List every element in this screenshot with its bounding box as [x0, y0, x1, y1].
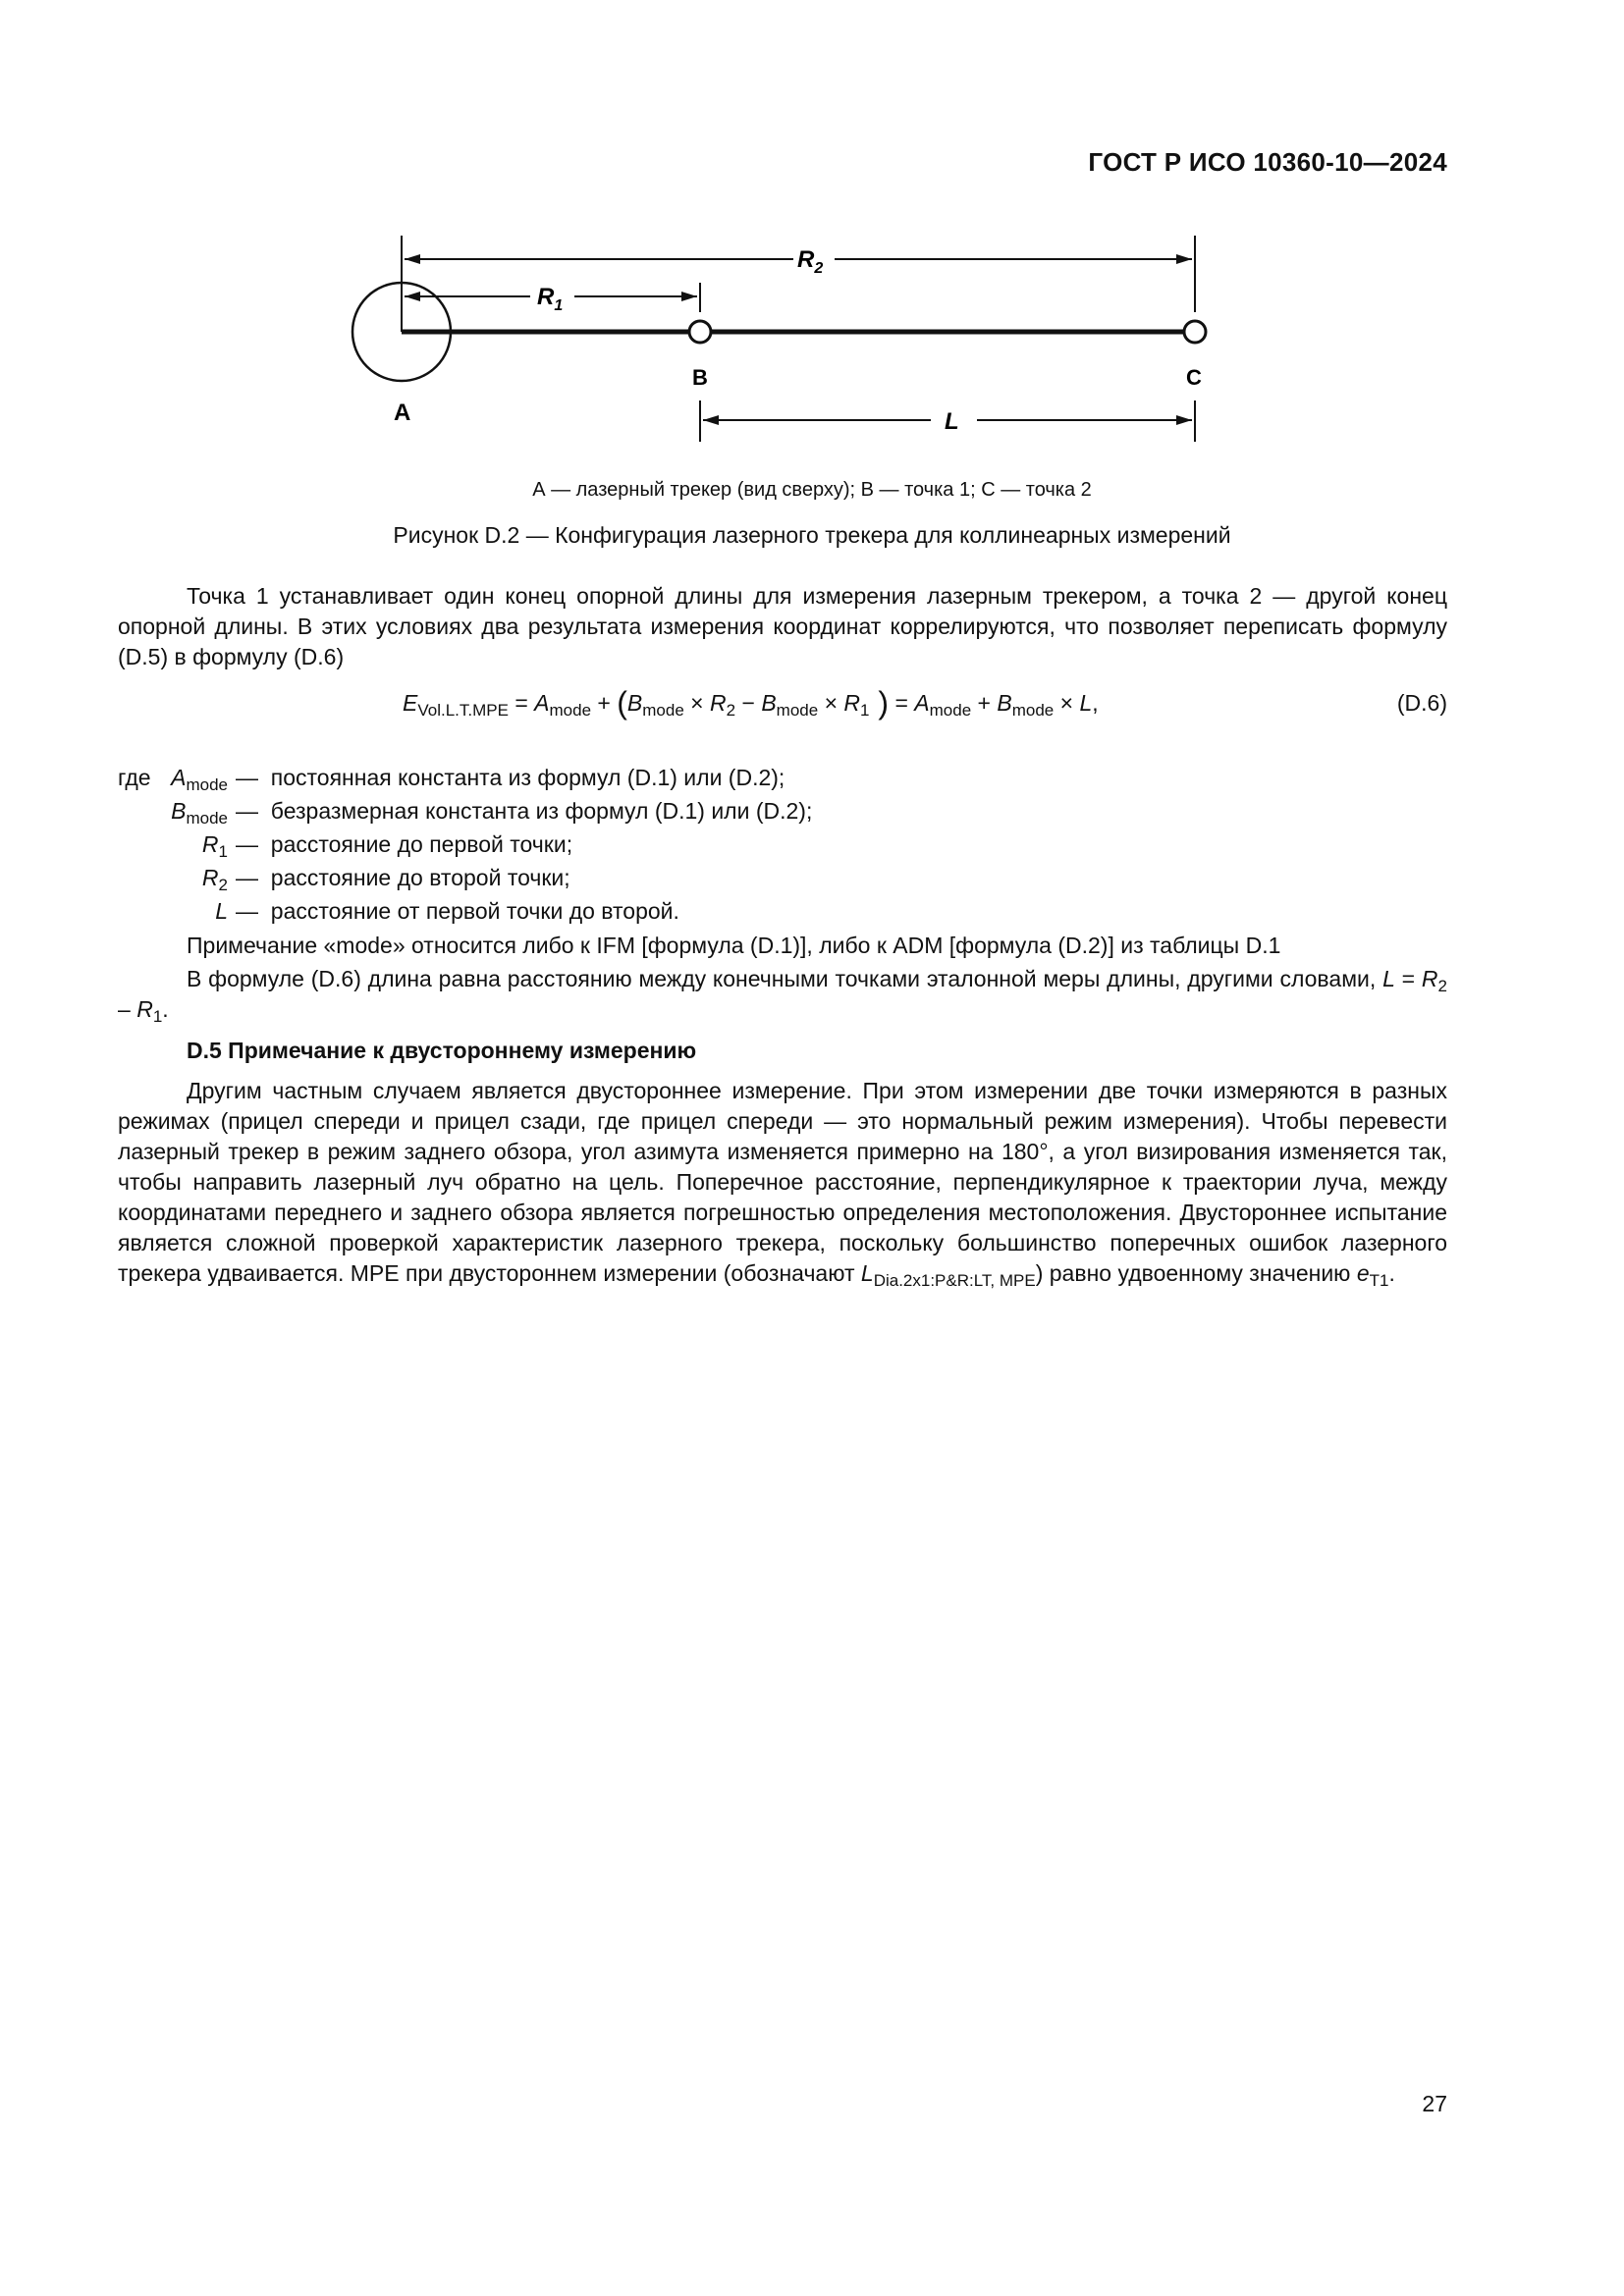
document-id-header: ГОСТ Р ИСО 10360-10—2024 [1088, 147, 1447, 177]
point-c-circle [1184, 321, 1206, 343]
paragraph-two-face: Другим частным случаем является двустороннее измерение. При этом измерении две точки измеряются в разных режимах (прицел спереди и прицел сзади, где прицел спереди — это нормальный режим измерения). Чтобы перевести лазерный трекер в режим заднего обзора, угол азимута изменяется примерно на 180°, а угол визирования изменяется так, чтобы направить лазерный луч обратно на цель. Поперечное расстояние, перпендикулярное к траектории луча, между координатами переднего и заднего обзора является погрешностью определения местоположения. Двустороннее испытание является сложной проверкой характеристик лазерного трекера, поскольку большинство поперечных ошибок лазерного трекера удваивается. MPE при двустороннем измерении (обозначают $L_{Dia.2x1:P\&R:LT, MPE}$) равно удвоенному значению $e_{T1}$. [118, 1078, 1447, 1290]
paragraph-length: В формуле (D.6) длина равна расстоянию между конечными точками эталонной меры длины, другими словами, $L = R_2 - R_1$. [118, 966, 1448, 1026]
page-number: 27 [1422, 2091, 1447, 2116]
laser-tracker-collinear-diagram [0, 0, 1624, 471]
figure-legend: А — лазерный трекер (вид сверху); В — точка 1; С — точка 2 [532, 479, 1092, 501]
label-r2: $R_2$ [797, 246, 824, 277]
point-b-circle [689, 321, 711, 343]
label-b: B [692, 365, 708, 390]
note-mode: Примечание «mode» относится либо к IFM [формула (D.1)], либо к ADM [формула (D.2)] из таблицы D.1 [187, 933, 1281, 958]
paragraph-intro: Точка 1 устанавливает один конец опорной длины для измерения лазерным трекером, а точка 2 — другой конец опорной длины. В этих условиях два результата измерения координат коррелируются, что позволяет переписать формулу (D.5) в формулу (D.6) [118, 583, 1447, 669]
definition-l: L — расстояние от первой точки до второй. [215, 898, 679, 924]
label-r1: $R_1$ [537, 284, 564, 314]
label-a: A [394, 400, 411, 426]
definition-r1: $R_1$ — расстояние до первой точки; [201, 831, 573, 861]
section-heading-d5: D.5 Примечание к двустороннему измерению [187, 1038, 697, 1063]
figure-caption: Рисунок D.2 — Конфигурация лазерного трекера для коллинеарных измерений [393, 522, 1231, 548]
formula-number: (D.6) [1396, 690, 1447, 716]
definitions-list [118, 761, 812, 928]
label-l: L [945, 408, 959, 435]
definition-a-mode: где $A_{mode}$ — постоянная константа из формул (D.1) или (D.2); [118, 765, 785, 794]
label-c: C [1186, 365, 1202, 390]
definition-r2: $R_2$ — расстояние до второй точки; [201, 865, 570, 894]
definition-b-mode: $B_{mode}$ — безразмерная константа из формул (D.1) или (D.2); [171, 798, 813, 828]
